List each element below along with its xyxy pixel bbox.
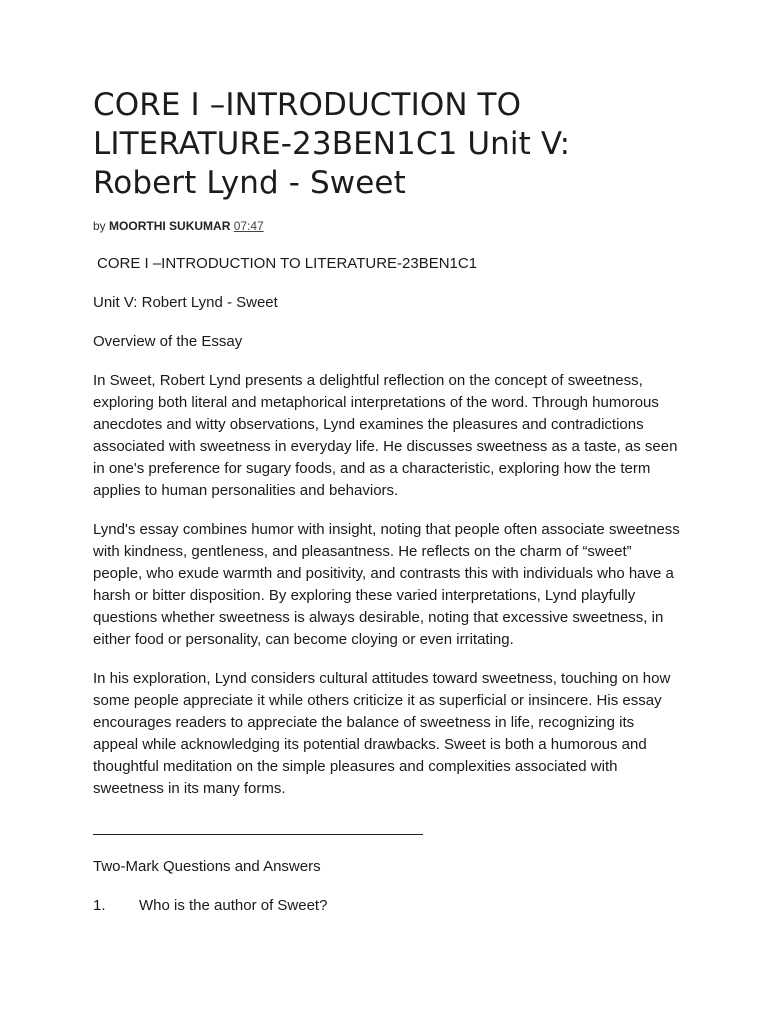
unit-line: Unit V: Robert Lynd - Sweet xyxy=(93,294,278,311)
by-label: by xyxy=(93,219,106,233)
section-divider xyxy=(93,834,423,835)
byline xyxy=(93,219,683,233)
author-name[interactable]: MOORTHI SUKUMAR xyxy=(109,219,231,233)
post-time-link[interactable]: 07:47 xyxy=(233,219,264,233)
page-title: CORE I –INTRODUCTION TO LITERATURE-23BEN1C1 Unit V: Robert Lynd - Sweet xyxy=(93,87,571,201)
question-text: Who is the author of Sweet? xyxy=(139,897,328,914)
course-line: CORE I –INTRODUCTION TO LITERATURE-23BEN1C1 xyxy=(97,255,478,272)
document-page xyxy=(93,86,683,917)
question-number: 1. xyxy=(93,897,106,914)
essay-paragraph: In his exploration, Lynd considers cultural attitudes toward sweetness, touching on how some people appreciate it while others criticize it as superficial or insincere. His essay encourages readers to appreciate the balance of sweetness in life, recognizing its appeal while acknowledging its potential drawbacks. Sweet is both a humorous and thoughtful meditation on the simple pleasures and complexities associated with sweetness in its many forms. xyxy=(93,670,671,797)
overview-heading: Overview of the Essay xyxy=(93,333,243,350)
essay-paragraph: In Sweet, Robert Lynd presents a delightful reflection on the concept of sweetness, exploring both literal and metaphorical interpretations of the word. Through humorous anecdotes and witty observations, Lynd examines the pleasures and contradictions associated with sweetness in everyday life. He discusses sweetness as a taste, as seen in one's preference for sugary foods, and as a characteristic, exploring how the term applies to human personalities and behaviors. xyxy=(93,372,678,499)
two-mark-heading: Two-Mark Questions and Answers xyxy=(93,858,321,875)
question-item xyxy=(93,895,683,917)
essay-paragraph: Lynd's essay combines humor with insight, noting that people often associate sweetness with kindness, gentleness, and pleasantness. He reflects on the charm of “sweet” people, who exude warmth and positivity, and contrasts this with individuals who have a harsh or bitter disposition. By exploring these varied interpretations, Lynd playfully questions whether sweetness is always desirable, noting that excessive sweetness, in either food or personality, can become cloying or even irritating. xyxy=(93,521,680,648)
